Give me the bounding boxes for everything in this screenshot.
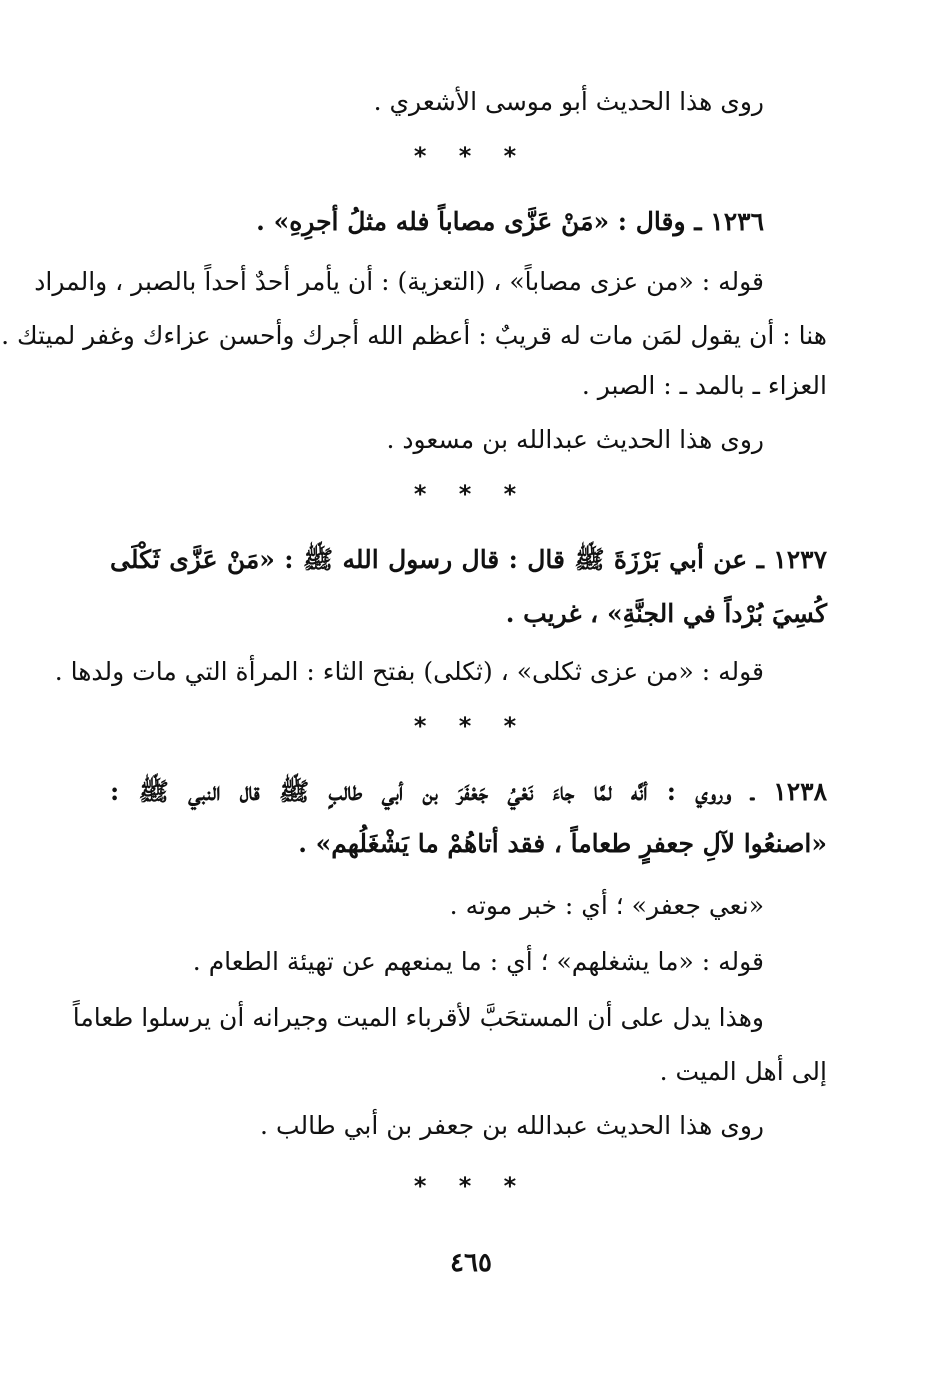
hadith-1238-line-1: ١٢٣٨ ـ وروي : أنَّه لمَّا جاءَ نَعْيُ جَعْفَرَ بن أبي طالبٍ ﷺ قال النبي ﷺ : xyxy=(110,777,827,806)
narrator-line-1: روى هذا الحديث أبو موسى الأشعري . xyxy=(373,87,764,116)
commentary-1238-line-4: إلى أهل الميت . xyxy=(659,1057,827,1086)
narrator-line-2: روى هذا الحديث عبدالله بن مسعود . xyxy=(386,425,764,454)
section-separator-3: * * * xyxy=(413,712,529,740)
hadith-1237-line-2: كُسِيَ بُرْداً في الجنَّةِ» ، غريب . xyxy=(505,599,827,628)
commentary-1236-line-1: قوله : «من عزى مصاباً» ، (التعزية) : أن يأمر أحدٌ أحداً بالصبر ، والمراد xyxy=(34,267,764,296)
commentary-1238-line-2: قوله : «ما يشغلهم» ؛ أي : ما يمنعهم عن تهيئة الطعام . xyxy=(192,947,764,976)
section-separator-4: * * * xyxy=(413,1172,529,1200)
hadith-1237-line-1: ١٢٣٧ ـ عن أبي بَرْزَةَ ﷺ قال : قال رسول الله ﷺ : «مَنْ عَزَّى ثَكْلَى xyxy=(110,545,827,574)
hadith-1236: ١٢٣٦ ـ وقال : «مَنْ عَزَّى مصاباً فله مثلُ أجرِهِ» . xyxy=(256,207,764,236)
section-separator-1: * * * xyxy=(413,142,529,170)
commentary-1237: قوله : «من عزى ثكلى» ، (ثكلى) بفتح الثاء : المرأة التي مات ولدها . xyxy=(54,657,764,686)
narrator-line-3: روى هذا الحديث عبدالله بن جعفر بن أبي طالب . xyxy=(260,1111,764,1140)
page-number: ٤٦٥ xyxy=(450,1248,492,1278)
commentary-1236-line-3: العزاء ـ بالمد ـ : الصبر . xyxy=(581,371,827,400)
section-separator-2: * * * xyxy=(413,480,529,508)
commentary-1238-line-1: «نعي جعفر» ؛ أي : خبر موته . xyxy=(449,891,764,920)
commentary-1236-line-2: هنا : أن يقول لمَن مات له قريبٌ : أعظم الله أجرك وأحسن عزاءك وغفر لميتك . xyxy=(1,321,827,350)
hadith-1238-line-2: «اصنعُوا لآلِ جعفرٍ طعاماً ، فقد أتاهُمْ ما يَشْغَلُهم» . xyxy=(298,829,827,858)
commentary-1238-line-3: وهذا يدل على أن المستحَبَّ لأقرباء الميت وجيرانه أن يرسلوا طعاماً xyxy=(72,1003,764,1032)
